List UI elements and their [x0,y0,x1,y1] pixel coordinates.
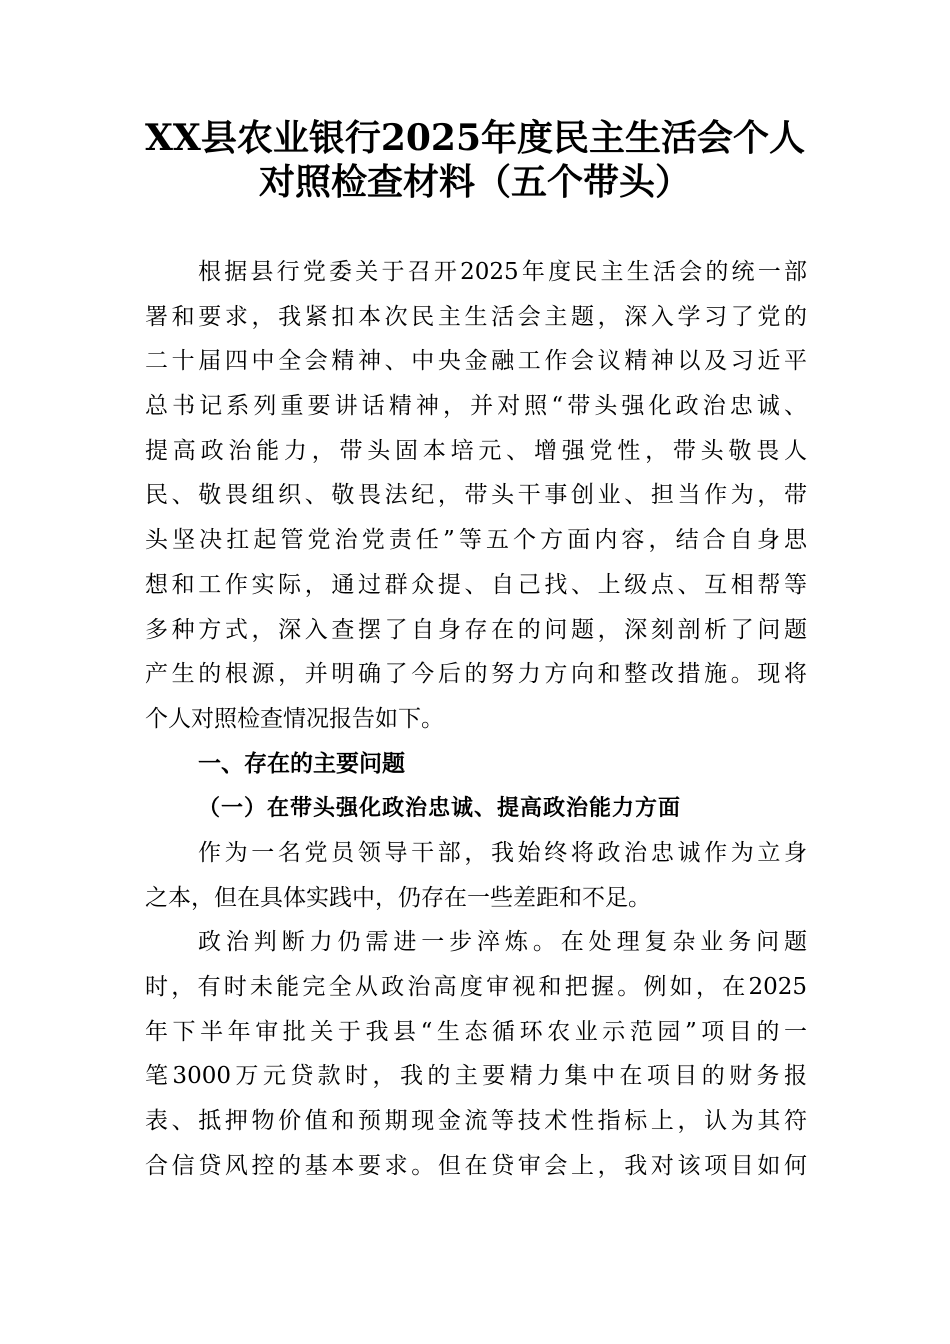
text-line: 政治判断力仍需进一步淬炼。在处理复杂业务问题 [198,929,807,955]
text-line: 合信贷风控的基本要求。但在贷审会上，我对该项目如何 [145,1153,807,1179]
text-line: 笔3000万元贷款时，我的主要精力集中在项目的财务报 [145,1063,807,1089]
text-line: 个人对照检查情况报告如下。 [145,706,444,732]
text-line: 表、抵押物价值和预期现金流等技术性指标上，认为其符 [145,1108,807,1134]
text-line: 年下半年审批关于我县“生态循环农业示范园”项目的一 [145,1019,807,1045]
text-line: 之本，但在具体实践中，仍存在一些差距和不足。 [145,885,651,911]
text-line: 根据县行党委关于召开2025年度民主生活会的统一部 [198,259,807,285]
text-line: 作为一名党员领导干部，我始终将政治忠诚作为立身 [198,840,807,866]
text-line: 民、敬畏组织、敬畏法纪，带头干事创业、担当作为，带 [145,482,807,508]
text-line: 提高政治能力，带头固本培元、增强党性，带头敬畏人 [145,438,807,464]
text-line: 署和要求，我紧扣本次民主生活会主题，深入学习了党的 [145,304,807,330]
text-line: 产生的根源，并明确了今后的努力方向和整改措施。现将 [145,661,807,687]
text-line: 头坚决扛起管党治党责任”等五个方面内容，结合自身思 [145,527,807,553]
text-line: 二十届四中全会精神、中央金融工作会议精神以及习近平 [145,348,807,374]
document-title-line-2: 对照检查材料（五个带头） [258,161,691,203]
section-heading: 一、存在的主要问题 [198,751,405,777]
subsection-heading: （一）在带头强化政治忠诚、提高政治能力方面 [198,795,682,821]
text-line: 多种方式，深入查摆了自身存在的问题，深刻剖析了问题 [145,617,807,643]
text-line: 想和工作实际，通过群众提、自己找、上级点、互相帮等 [145,572,807,598]
text-line: 时，有时未能完全从政治高度审视和把握。例如，在2025 [145,974,807,1000]
document-title-line-1: XX县农业银行2025年度民主生活会个人 [144,117,806,159]
text-line: 总书记系列重要讲话精神，并对照“带头强化政治忠诚、 [145,393,807,419]
